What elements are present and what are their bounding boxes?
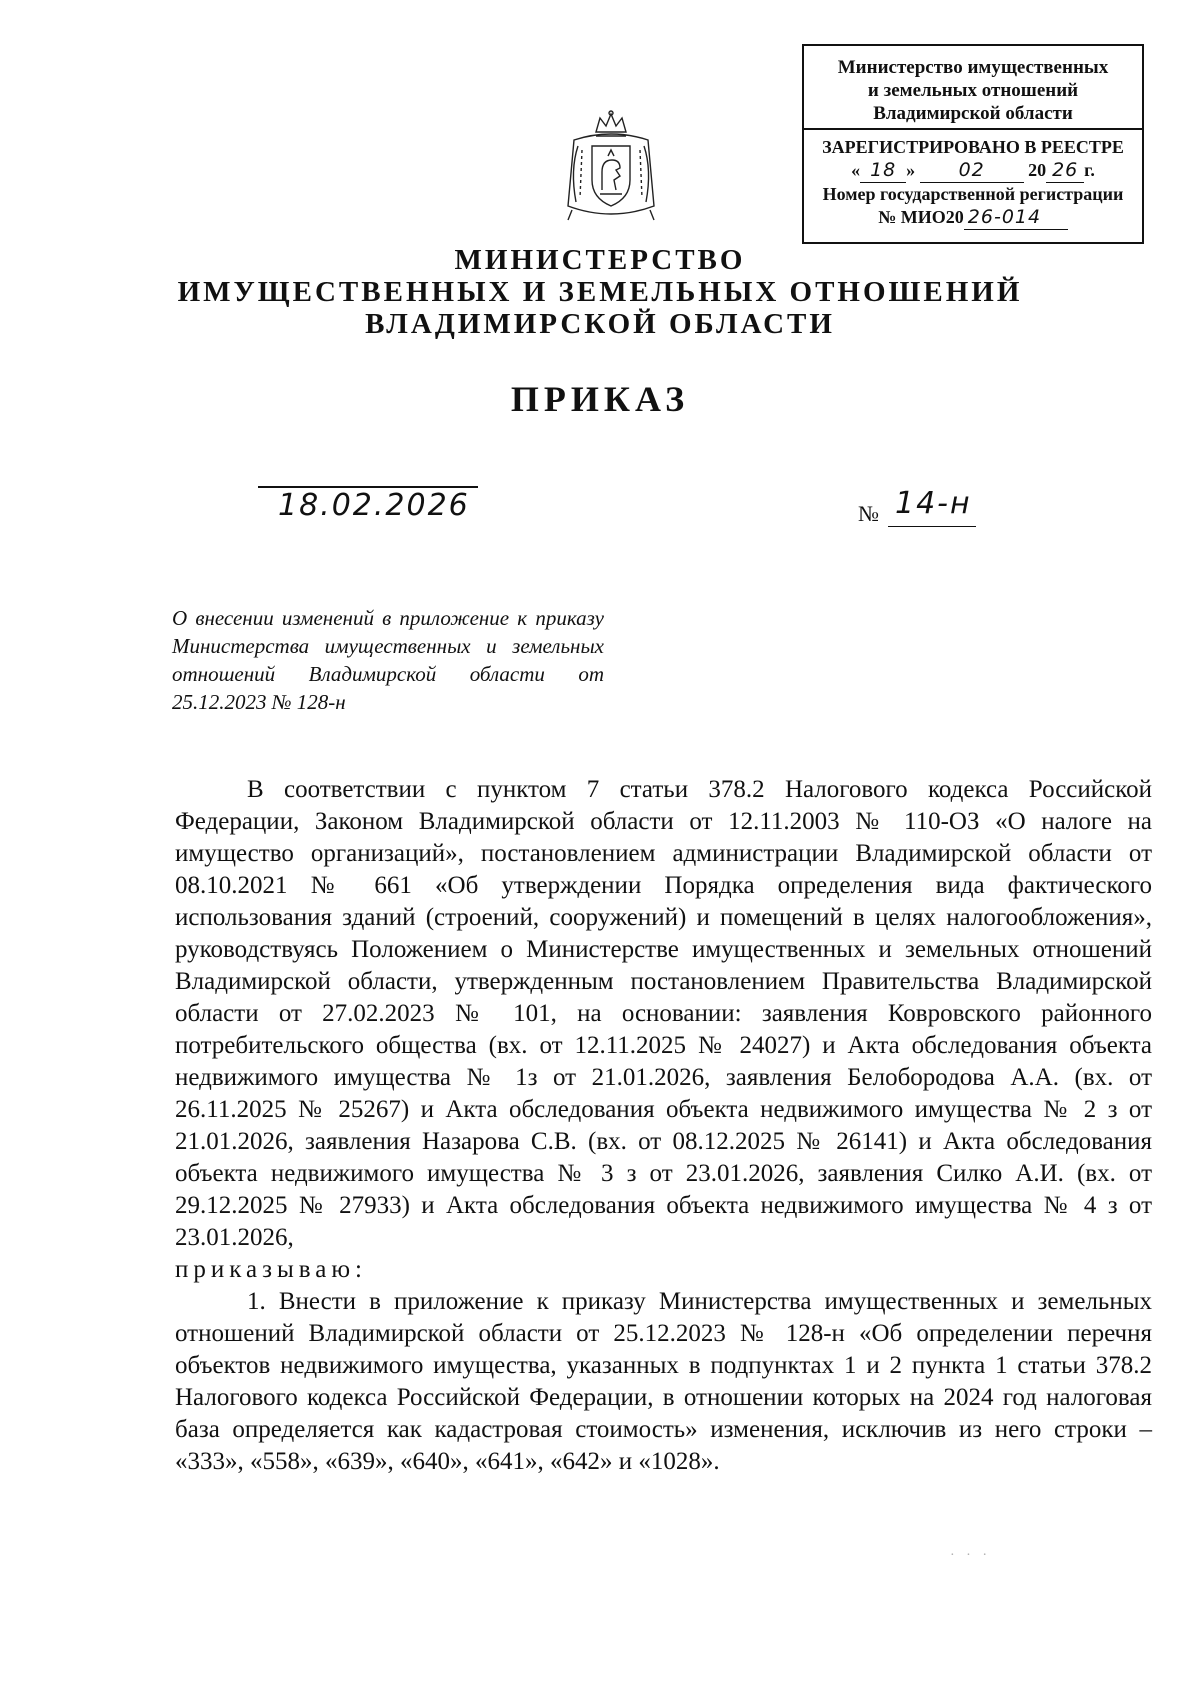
preamble-paragraph <box>175 774 1152 1286</box>
stamp-registration-block <box>804 130 1142 230</box>
registration-stamp <box>802 44 1144 244</box>
order-number-label: № <box>858 501 879 526</box>
stamp-org-line: Министерство имущественных <box>837 57 1109 78</box>
document-type-title: ПРИКАЗ <box>510 379 690 419</box>
ministry-name <box>150 244 1050 340</box>
order-body <box>175 774 1152 1478</box>
order-word: приказываю: <box>175 1256 367 1283</box>
stamp-date-year-unit: г. <box>1084 160 1095 180</box>
ministry-line: ИМУЩЕСТВЕННЫХ И ЗЕМЕЛЬНЫХ ОТНОШЕНИЙ <box>177 276 1023 308</box>
stamp-date-day: 18 <box>860 159 906 183</box>
scan-artifact: · · · <box>950 1548 991 1563</box>
stamp-date-year-prefix: 20 <box>1028 160 1047 180</box>
preamble-text: В соответствии с пунктом 7 статьи 378.2 Налогового кодекса Российской Федерации, Законом Владимирской области от 12.11.2003 № 110-ОЗ «О налоге на имущество организаций», постановлением администрации Владимирской области от 08.10.2021 № 661 «Об утверждении Порядка определения вида фактического использования зданий (строений, сооружений) и помещений в целях налогообложения», руководствуясь Положением о Министерстве имущественных и земельных отношений Владимирской области, утвержденным постановлением Правительства Владимирской области от 27.02.2023 № 101, на основании: заявления Ковровского районного потребительского общества (вх. от 12.11.2025 № 24027) и Акта обследования объекта недвижимого имущества № 1з от 21.01.2026, заявления Белобородова А.А. (вх. от 26.11.2025 № 25267) и Акта обследования объекта недвижимого имущества № 2 з от 21.01.2026, заявления Назарова С.В. (вх. от 08.12.2025 № 26141) и Акта обследования объекта недвижимого имущества № 3 з от 23.01.2026, заявления Силко А.И. (вх. от 29.12.2025 № 27933) и Акта обследования объекта недвижимого имущества № 4 з от 23.01.2026, <box>175 776 1152 1251</box>
stamp-date-line <box>810 159 1136 183</box>
stamp-date-open-quote: « <box>851 160 861 180</box>
order-number-underline <box>888 526 976 527</box>
item-1-paragraph: 1. Внести в приложение к приказу Министерства имущественных и земельных отношений Владимирской области от 25.12.2023 № 128-н «Об определении перечня объектов недвижимого имущества, указанных в подпунктах 1 и 2 пункта 1 статьи 378.2 Налогового кодекса Российской Федерации, в отношении которых на 2024 год налоговая база определяется как кадастровая стоимость» изменения, исключив из него строки – «333», «558», «639», «640», «641», «642» и «1028». <box>175 1288 1152 1475</box>
stamp-reg-prefix: № МИО20 <box>878 207 964 227</box>
ministry-line: ВЛАДИМИРСКОЙ ОБЛАСТИ <box>365 308 835 340</box>
coat-of-arms-icon <box>556 110 666 226</box>
order-date-underline <box>258 486 478 488</box>
stamp-date-close-quote: » <box>906 160 916 180</box>
stamp-org-block <box>804 46 1142 130</box>
ministry-line: МИНИСТЕРСТВО <box>454 244 746 276</box>
stamp-date-year-suffix: 26 <box>1046 159 1084 183</box>
order-number: 14-н <box>895 486 972 521</box>
stamp-registered-label: ЗАРЕГИСТРИРОВАНО В РЕЕСТРЕ <box>822 137 1124 157</box>
stamp-reg-year: 26- <box>967 206 1002 228</box>
stamp-date-month: 02 <box>920 159 1024 183</box>
stamp-reg-number-line <box>810 206 1136 230</box>
stamp-state-reg-label: Номер государственной регистрации <box>822 184 1124 204</box>
stamp-reg-value: 014 <box>1001 206 1042 228</box>
stamp-reg-number <box>964 206 1068 230</box>
stamp-org-line: Владимирской области <box>873 103 1073 124</box>
order-subject: О внесении изменений в приложение к приказу Министерства имущественных и земельных отношений Владимирской области от 25.12.2023 № 128-н <box>172 606 604 714</box>
stamp-org-line: и земельных отношений <box>867 80 1079 101</box>
order-date: 18.02.2026 <box>278 488 470 523</box>
